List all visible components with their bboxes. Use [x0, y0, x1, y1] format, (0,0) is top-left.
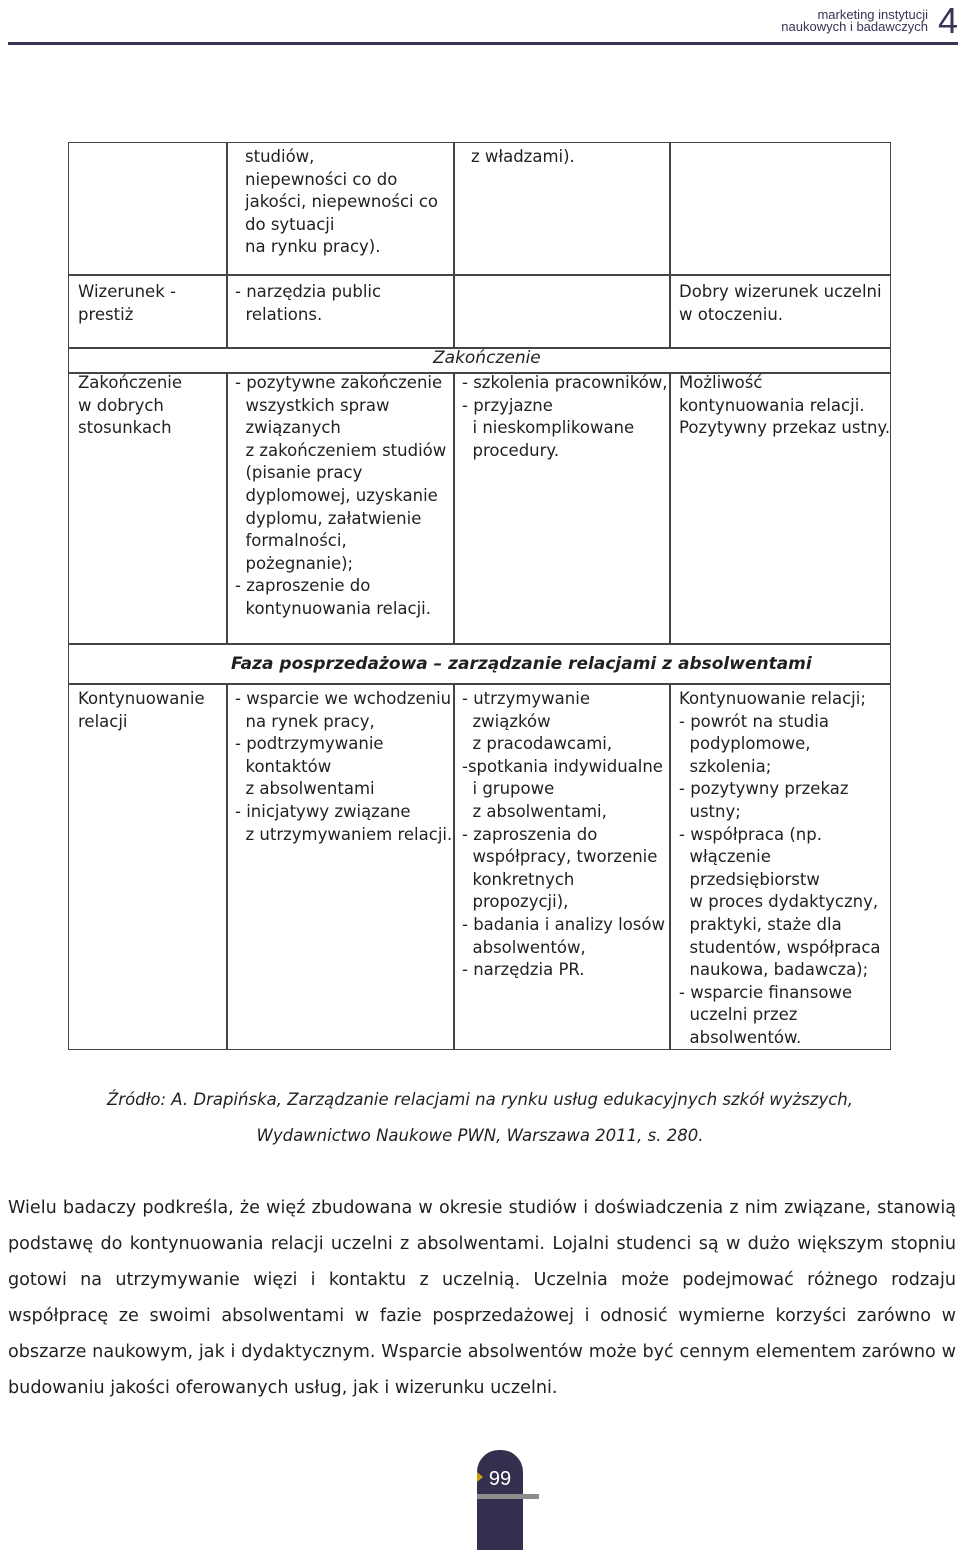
header-line-1: marketing instytucji [817, 7, 928, 22]
table-cell: - szkolenia pracowników, - przyjazne i nieskomplikowane procedury. [462, 373, 668, 460]
table-cell: Kontynuowanie relacji [78, 689, 205, 731]
table-cell: studiów, niepewności co do jakości, niepewności co do sytuacji na rynku pracy). [245, 147, 439, 257]
section-title-faza-posprzedazowa: Faza posprzedażowa – zarządzanie relacjami z absolwentami [231, 654, 812, 674]
table-column-divider [669, 143, 671, 348]
running-header-title [781, 9, 928, 33]
table-cell: - wsparcie we wchodzeniu na rynek pracy, - podtrzymywanie kontaktów z absolwentami - inicjatywy związane z utrzymywaniem relacji. [235, 689, 453, 844]
table-cell: Dobry wizerunek uczelni w otoczeniu. [679, 282, 882, 324]
header-line-2: naukowych i badawczych [781, 19, 928, 34]
table-column-divider [226, 372, 228, 644]
table-column-divider [669, 372, 671, 644]
table-cell: Zakończenie w dobrych stosunkach [78, 373, 183, 438]
page-number-bar [477, 1494, 539, 1499]
table-row-divider [69, 683, 891, 685]
body-paragraph: Wielu badaczy podkreśla, że więź zbudowana w okresie studiów i doświadczenia z nim związane, stanowią podstawę do kontynuowania relacji uczelni z absolwentami. Lojalni studenci są w dużo większym stopniu gotowi na utrzymywanie więzi i kontaktu z uczelnią. Uczelnia może podejmować różnego rodzaju współpracę ze swoimi absolwentami w fazie posprzedażowej i odnosić wymierne korzyści zarówno w obszarze naukowym, jak i dydaktycznym. Wsparcie absolwentów może być cennym elementem zarówno w budowaniu jakości oferowanych usług, jak i wizerunku uczelni. [8, 1198, 956, 1398]
table-column-divider [226, 683, 228, 1049]
source-line-1: Źródło: A. Drapińska, Zarządzanie relacjami na rynku usług edukacyjnych szkół wyższych, [106, 1090, 853, 1109]
table-cell: Wizerunek - prestiż [78, 282, 176, 324]
table-cell: - pozytywne zakończenie wszystkich spraw związanych z zakończeniem studiów (pisanie pracy dyplomowej, uzyskanie dyplomu, załatwienie formalności, pożegnanie); - zaproszenie do kontynuowania relacji. [235, 373, 447, 618]
table-row-divider [69, 274, 891, 276]
chapter-number: 4 [937, 0, 958, 41]
arrow-icon [477, 1472, 483, 1482]
table-cell: - utrzymywanie związków z pracodawcami, -spotkania indywidualne i grupowe z absolwentami, - zaproszenia do współpracy, tworzenie konkretnych propozycji), - badania i analizy losów absolwentów, - narzędzia PR. [462, 689, 665, 980]
source-line-2: Wydawnictwo Naukowe PWN, Warszawa 2011, s. 280. [256, 1126, 704, 1145]
section-title-zakonczenie: Zakończenie [433, 348, 541, 368]
table-row-divider [69, 643, 891, 645]
page-number-tab [477, 1450, 523, 1550]
running-header [8, 0, 958, 46]
table-cell: Możliwość kontynuowania relacji. Pozytywny przekaz ustny. [679, 373, 891, 438]
relationship-table [68, 142, 891, 1050]
table-cell: z władzami). [471, 147, 575, 166]
table-cell: - narzędzia public relations. [235, 282, 382, 324]
table-column-divider [669, 683, 671, 1049]
table-column-divider [453, 683, 455, 1049]
table-column-divider [453, 372, 455, 644]
table-column-divider [226, 143, 228, 348]
table-cell: Kontynuowanie relacji; - powrót na studia podyplomowe, szkolenia; - pozytywny przekaz ustny; - współpraca (np. włączenie przedsiębiorstw w proces dydaktyczny, praktyki, staże dla studentów, współpraca naukowa, badawcza); - wsparcie finansowe uczelni przez absolwentów. [679, 689, 881, 1047]
page-number: 99 [488, 1468, 512, 1490]
table-column-divider [453, 143, 455, 348]
header-rule [8, 42, 958, 45]
